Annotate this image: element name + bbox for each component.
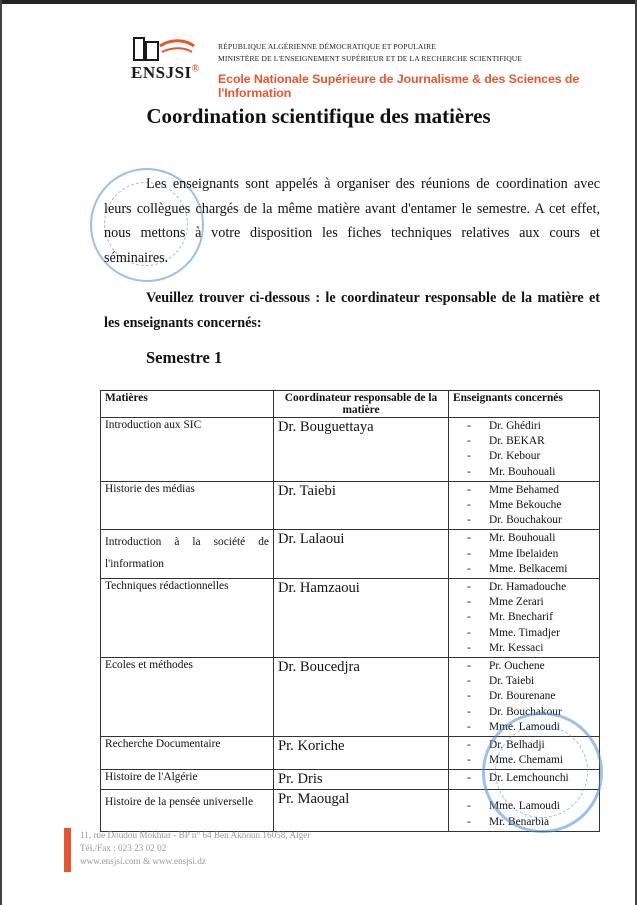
enseignant-item: - Mme Behamed (453, 483, 595, 498)
ministry-line: MINISTÈRE DE L'ENSEIGNEMENT SUPÉRIEUR ET DE LA RECHERCHE SCIENTIFIQUE (218, 54, 523, 63)
enseignant-item: - Mr. Kessaci (453, 641, 595, 656)
coordinateur-cell: Pr. Koriche (274, 737, 449, 770)
matiere-cell: Ecoles et méthodes (101, 658, 274, 737)
enseignant-item: - Mme. Belkacemi (453, 562, 595, 577)
header-matieres: Matières (101, 391, 274, 418)
header-enseignants: Enseignants concernés (449, 391, 600, 418)
republic-line: RÉPUBLIQUE ALGÉRIENNE DÉMOCRATIQUE ET POPULAIRE (218, 42, 437, 51)
matiere-cell: Introduction aux SIC (101, 418, 274, 482)
enseignant-item: - Mme Ibelaiden (453, 547, 595, 562)
matiere-cell: Histoire de la pensée universelle (101, 790, 274, 831)
enseignants-cell (449, 530, 600, 579)
enseignant-item: - Mme. Lamoudi (453, 799, 595, 814)
coordinateur-cell: Pr. Maougal (274, 790, 449, 831)
coordinateur-cell: Dr. Bouguettaya (274, 418, 449, 482)
enseignant-item: - Dr. Bouchakour (453, 705, 595, 720)
enseignant-item: - Mme. Chemami (453, 753, 595, 768)
table-row (101, 530, 600, 579)
enseignant-item: - Dr. Hamadouche (453, 580, 595, 595)
matiere-cell: Introduction à la société de l'information (101, 530, 274, 579)
table-row (101, 481, 600, 530)
page-title: Coordination scientifique des matières (146, 104, 491, 128)
logo-wordmark: ENSJSI® (131, 63, 200, 82)
coordinateur-cell: Dr. Boucedjra (274, 658, 449, 737)
school-name: Ecole Nationale Supérieure de Journalisme & des Sciences de l'Information (218, 72, 580, 100)
table-row (101, 418, 600, 482)
enseignant-item: - Dr. Kebour (453, 449, 595, 464)
matiere-cell: Techniques rédactionnelles (101, 579, 274, 658)
page-left-edge (0, 0, 2, 905)
coordinateur-cell: Pr. Dris (274, 770, 449, 790)
coordinateur-cell: Dr. Taiebi (274, 481, 449, 530)
coordinateur-cell: Dr. Hamzaoui (274, 579, 449, 658)
instruction-paragraph: Veuillez trouver ci-dessous : le coordinateur responsable de la matière et les enseignants concernés: (104, 290, 600, 331)
footer-web: www.ensjsi.com & www.ensjsi.dz (80, 856, 206, 866)
footer-accent-bar (64, 828, 71, 872)
enseignants-cell (449, 579, 600, 658)
matiere-cell: Historie des médias (101, 481, 274, 530)
page-top-edge (0, 0, 637, 4)
enseignant-item: - Mr. Benarbia (453, 815, 595, 830)
enseignant-item: - Dr. Belhadji (453, 738, 595, 753)
footer-address: 11, rue Doudou Mokhtar - BP n° 64 Ben Aknoun 16058, Alger (80, 830, 311, 840)
intro-paragraph: Les enseignants sont appelés à organiser des réunions de coordination avec leurs collègues chargés de la même matière avant d'entamer le semestre. A cet effet, nous mettons à votre disposition les fiches techniques relatives aux cours et séminaires. (104, 176, 600, 266)
matiere-cell: Histoire de l'Algérie (101, 770, 274, 790)
enseignant-item: - Mme. Lamoudi (453, 720, 595, 735)
enseignant-item: - Mr. Bouhouali (453, 465, 595, 480)
table-header-row (101, 391, 600, 418)
enseignant-item: - Dr. Bourenane (453, 689, 595, 704)
footer-phone: Tél./Fax : 023 23 02 02 (80, 843, 167, 853)
table-row (101, 579, 600, 658)
enseignant-item: - Dr. Lemchounchi (453, 771, 595, 786)
enseignant-item: - Dr. Taiebi (453, 674, 595, 689)
enseignant-item: - Mme Bekouche (453, 498, 595, 513)
matiere-cell: Recherche Documentaire (101, 737, 274, 770)
enseignants-cell (449, 418, 600, 482)
enseignant-item: - Dr. BEKAR (453, 434, 595, 449)
enseignant-item: - Dr. Bouchakour (453, 513, 595, 528)
enseignants-cell (449, 481, 600, 530)
enseignant-item: - Mr. Bnecharif (453, 610, 595, 625)
enseignant-item: - Pr. Ouchene (453, 659, 595, 674)
coordinateur-cell: Dr. Lalaoui (274, 530, 449, 579)
header-coordinateur: Coordinateur responsable de la matière (274, 391, 449, 418)
enseignant-item: - Mme. Timadjer (453, 626, 595, 641)
enseignant-item: - Dr. Ghédiri (453, 419, 595, 434)
official-stamp-icon (482, 712, 603, 833)
semester-heading: Semestre 1 (146, 348, 223, 367)
enseignant-item: - Mr. Bouhouali (453, 531, 595, 546)
enseignant-item: - Mme Zerari (453, 595, 595, 610)
